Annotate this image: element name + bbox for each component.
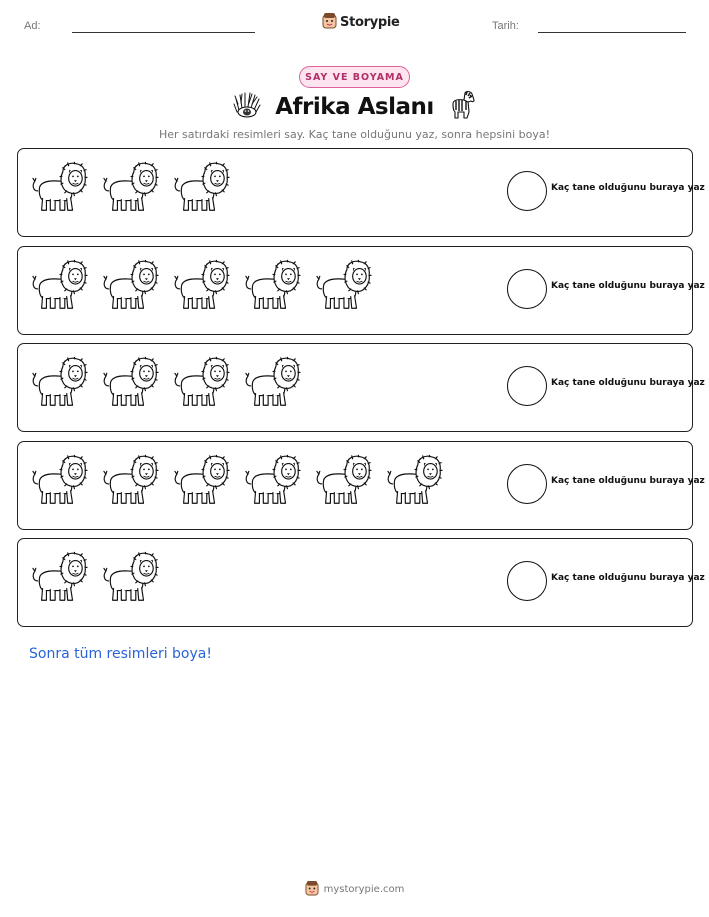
lion-icon[interactable] bbox=[30, 551, 88, 605]
lion-icon[interactable] bbox=[101, 161, 159, 215]
lion-icon[interactable] bbox=[101, 259, 159, 313]
activity-badge: SAY VE BOYAMA bbox=[299, 66, 410, 88]
title-row bbox=[0, 91, 709, 123]
answer-circle[interactable] bbox=[507, 171, 547, 211]
answer-circle[interactable] bbox=[507, 464, 547, 504]
porcupine-icon bbox=[233, 92, 261, 122]
lion-icon[interactable] bbox=[172, 161, 230, 215]
lion-group bbox=[30, 356, 301, 412]
instruction-text: Her satırdaki resimleri say. Kaç tane olduğunu yaz, sonra hepsini boya! bbox=[158, 128, 551, 141]
answer-label: Kaç tane olduğunu buraya yaz bbox=[551, 378, 705, 388]
zebra-icon bbox=[448, 90, 476, 124]
lion-icon[interactable] bbox=[314, 454, 372, 508]
counting-row bbox=[17, 538, 705, 627]
date-line[interactable] bbox=[538, 32, 686, 33]
counting-row bbox=[17, 441, 705, 530]
counting-row bbox=[17, 246, 705, 335]
answer-label: Kaç tane olduğunu buraya yaz bbox=[551, 280, 705, 291]
lion-icon[interactable] bbox=[30, 161, 88, 215]
lion-group bbox=[30, 551, 159, 607]
counting-row bbox=[17, 343, 705, 432]
answer-label: Kaç tane olduğunu buraya yaz bbox=[551, 475, 705, 486]
answer-label: Kaç tane olduğunu buraya yaz bbox=[551, 573, 705, 583]
counting-row bbox=[17, 148, 705, 237]
answer-circle[interactable] bbox=[507, 269, 547, 309]
lion-icon[interactable] bbox=[172, 454, 230, 508]
name-label: Ad: bbox=[24, 20, 41, 32]
storypie-logo-icon bbox=[322, 12, 337, 33]
brand-name: Storypie bbox=[340, 15, 400, 30]
name-line[interactable] bbox=[72, 32, 255, 33]
date-label: Tarih: bbox=[492, 20, 519, 32]
lion-icon[interactable] bbox=[30, 454, 88, 508]
answer-circle[interactable] bbox=[507, 561, 547, 601]
footer-note: Sonra tüm resimleri boya! bbox=[29, 646, 212, 662]
lion-group bbox=[30, 454, 443, 510]
page-title: Afrika Aslanı bbox=[275, 94, 434, 120]
lion-icon[interactable] bbox=[30, 356, 88, 410]
lion-icon[interactable] bbox=[30, 259, 88, 313]
lion-icon[interactable] bbox=[243, 356, 301, 410]
lion-icon[interactable] bbox=[385, 454, 443, 508]
lion-icon[interactable] bbox=[314, 259, 372, 313]
lion-icon[interactable] bbox=[101, 454, 159, 508]
storypie-logo-icon bbox=[305, 880, 319, 899]
lion-icon[interactable] bbox=[101, 551, 159, 605]
lion-group bbox=[30, 259, 372, 315]
site-url: mystorypie.com bbox=[323, 884, 405, 895]
lion-icon[interactable] bbox=[172, 356, 230, 410]
worksheet-header bbox=[0, 0, 709, 50]
answer-circle[interactable] bbox=[507, 366, 547, 406]
lion-icon[interactable] bbox=[101, 356, 159, 410]
brand bbox=[322, 12, 400, 33]
lion-icon[interactable] bbox=[243, 454, 301, 508]
answer-label: Kaç tane olduğunu buraya yaz bbox=[551, 183, 705, 193]
lion-icon[interactable] bbox=[172, 259, 230, 313]
lion-group bbox=[30, 161, 230, 217]
footer-site bbox=[0, 880, 709, 899]
lion-icon[interactable] bbox=[243, 259, 301, 313]
